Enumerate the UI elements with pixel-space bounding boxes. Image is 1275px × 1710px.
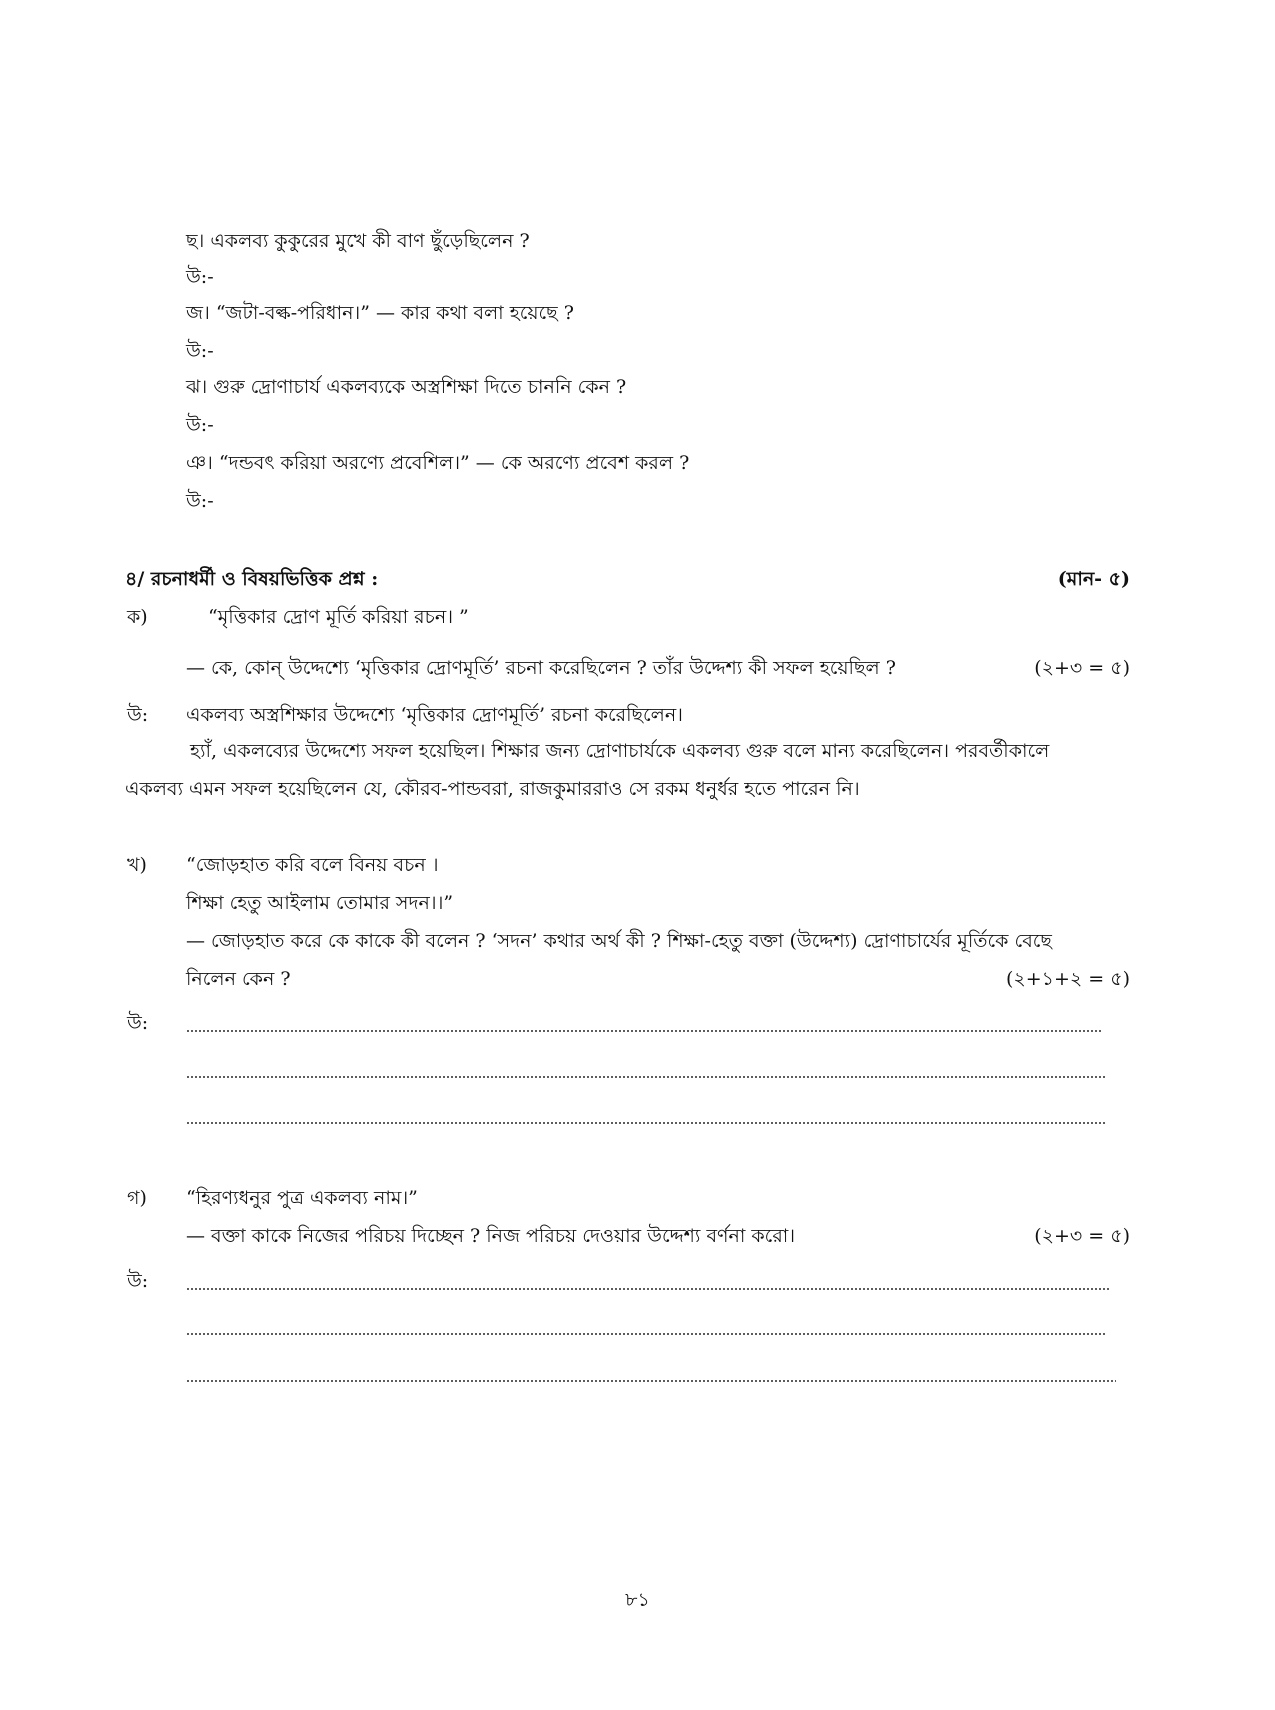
answer-dotted-line: [186, 1380, 1116, 1382]
answer-dotted-line: [186, 1122, 1106, 1124]
answer-label: উ:-: [186, 490, 214, 512]
question-text-ka: — কে, কোন্ উদ্দেশ্যে ‘মৃত্তিকার দ্রোণমূর্তি’ রচনা করেছিলেন ? তাঁর উদ্দেশ্য কী সফল হয়েছিল ?: [186, 657, 896, 679]
question-jha: ঝ। গুরু দ্রোণাচার্য একলব্যকে অস্ত্রশিক্ষা দিতে চাননি কেন ?: [186, 376, 627, 398]
quote-ga: “হিরণ্যধনুর পুত্র একলব্য নাম।”: [186, 1187, 418, 1209]
answer-label-ga: উ:: [127, 1270, 149, 1292]
question-label-ka: ক): [127, 606, 148, 628]
quote-kha-line2: শিক্ষা হেতু আইলাম তোমার সদন।।”: [186, 892, 454, 914]
quote-kha-line1: “জোড়হাত করি বলে বিনয় বচন ।: [186, 854, 439, 876]
answer-ka-line3: একলব্য এমন সফল হয়েছিলেন যে, কৌরব-পান্ডবরা, রাজকুমাররাও সে রকম ধনুর্ধর হতে পারেন নি।: [125, 778, 860, 800]
section-marks: (মান- ৫): [1057, 568, 1130, 590]
answer-label: উ:-: [186, 414, 214, 436]
quote-ka: “মৃত্তিকার দ্রোণ মূর্তি করিয়া রচন। ”: [208, 606, 469, 628]
question-chha: ছ। একলব্য কুকুরের মুখে কী বাণ ছুঁড়েছিলেন ?: [186, 230, 530, 252]
page-number: ৮১: [625, 1589, 650, 1611]
answer-label-ka: উ:: [127, 704, 149, 726]
answer-dotted-line: [186, 1288, 1111, 1290]
answer-label: উ:-: [186, 340, 214, 362]
marks-ka: (২+৩ = ৫): [1034, 657, 1130, 679]
answer-ka-line1: একলব্য অস্ত্রশিক্ষার উদ্দেশ্যে ‘মৃত্তিকার দ্রোণমূর্তি’ রচনা করেছিলেন।: [186, 704, 683, 726]
question-ja: জ। “জটা-বল্ক-পরিধান।” — কার কথা বলা হয়েছে ?: [186, 302, 574, 324]
section-heading: ৪/ রচনাধর্মী ও বিষয়ভিত্তিক প্রশ্ন :: [125, 568, 379, 590]
answer-ka-line2: হ্যাঁ, একলব্যের উদ্দেশ্যে সফল হয়েছিল। শিক্ষার জন্য দ্রোণাচার্যকে একলব্য গুরু বলে মান্য করেছিলেন। পরবর্তীকালে: [190, 740, 1050, 762]
question-nya: ঞ। “দন্ডবৎ করিয়া অরণ্যে প্রবেশিল।” — কে অরণ্যে প্রবেশ করল ?: [186, 452, 690, 474]
marks-ga: (২+৩ = ৫): [1034, 1225, 1130, 1247]
question-text-kha-2: নিলেন কেন ?: [186, 968, 291, 990]
question-label-kha: খ): [127, 854, 147, 876]
question-text-kha-1: — জোড়হাত করে কে কাকে কী বলেন ? ‘সদন’ কথার অর্থ কী ? শিক্ষা-হেতু বক্তা (উদ্দেশ্য) দ্রোণাচার্যের মূর্তিকে বেছে: [186, 930, 1052, 952]
answer-dotted-line: [186, 1333, 1106, 1335]
marks-kha: (২+১+২ = ৫): [1005, 968, 1130, 990]
answer-label-kha: উ:: [127, 1012, 149, 1034]
answer-dotted-line: [186, 1076, 1106, 1078]
question-label-ga: গ): [127, 1187, 147, 1209]
answer-label: উ:-: [186, 266, 214, 288]
answer-dotted-line: [186, 1030, 1101, 1032]
question-text-ga: — বক্তা কাকে নিজের পরিচয় দিচ্ছেন ? নিজ পরিচয় দেওয়ার উদ্দেশ্য বর্ণনা করো।: [186, 1225, 796, 1247]
